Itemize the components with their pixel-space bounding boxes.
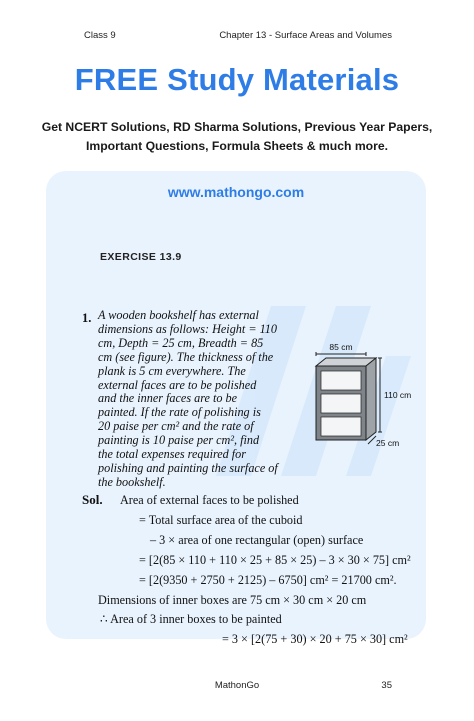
question-line: external faces are to be polished <box>98 377 257 392</box>
question-line: the total expenses required for <box>98 447 247 462</box>
solution-line: = 3 × [2(75 + 30) × 20 + 75 × 30] cm² <box>222 632 408 646</box>
solution-line: = Total surface area of the cuboid <box>139 513 303 527</box>
solution-line: = [2(9350 + 2750 + 2125) – 6750] cm² = 21700 cm². <box>139 573 397 587</box>
question-text <box>98 309 294 490</box>
page-header-class: Class 9 <box>84 30 116 41</box>
solution-label: Sol. <box>82 492 103 507</box>
question-line: A wooden bookshelf has external <box>98 308 259 322</box>
solution-line: = [2(85 × 110 + 110 × 25 + 85 × 25) – 3 × 30 × 75] cm² <box>139 553 411 567</box>
question-line: cm, Depth = 25 cm, Breadth = 85 <box>98 335 264 350</box>
banner-subtitle <box>0 118 474 156</box>
question-line: plank is 5 cm everywhere. The <box>98 363 246 378</box>
width-label: 85 cm <box>329 342 353 352</box>
question-line: dimensions as follows: Height = 110 <box>98 321 277 336</box>
solution-line: Area of external faces to be polished <box>120 493 299 507</box>
page-header-chapter: Chapter 13 - Surface Areas and Volumes <box>219 30 392 41</box>
exercise-title: EXERCISE 13.9 <box>100 251 182 263</box>
question-line: cm (see figure). The thickness of the <box>98 349 274 364</box>
solution-line: Dimensions of inner boxes are 75 cm × 30 cm × 20 cm <box>98 593 367 607</box>
question-line: and the inner faces are to be <box>98 391 237 406</box>
question-line: the bookshelf. <box>98 474 166 489</box>
height-label: 110 cm <box>384 390 412 400</box>
question-line: painted. If the rate of polishing is <box>98 405 261 420</box>
website-link[interactable]: www.mathongo.com <box>167 184 305 200</box>
question-number: 1. <box>82 311 92 325</box>
footer-brand: MathonGo <box>214 680 260 691</box>
page-number: 35 <box>381 680 392 691</box>
solution-line: ∴ Area of 3 inner boxes to be painted <box>100 612 282 626</box>
question-line: polishing and painting the surface of <box>98 460 278 475</box>
question-line: 20 paise per cm² and the rate of <box>98 419 254 434</box>
solution-line: – 3 × area of one rectangular (open) surface <box>150 533 364 547</box>
bookshelf-diagram <box>296 340 416 458</box>
question-line: painting is 10 paise per cm², find <box>98 433 260 448</box>
banner-title: FREE Study Materials <box>74 62 400 97</box>
depth-label: 25 cm <box>376 438 400 448</box>
banner-subtitle-line-2: Important Questions, Formula Sheets & much more. <box>85 139 389 153</box>
banner-subtitle-line-1: Get NCERT Solutions, RD Sharma Solutions, Previous Year Papers, <box>41 120 433 134</box>
